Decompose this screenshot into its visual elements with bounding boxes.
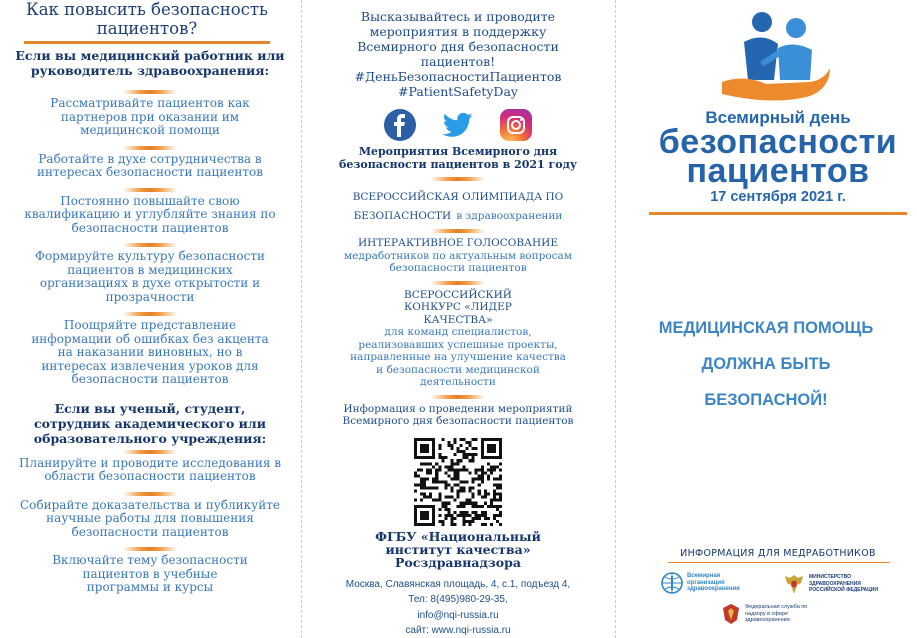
events-info: Информация о проведении мероприятий Всемирного дня безопасности пациентов — [342, 402, 574, 427]
roszdravnadzor-logo-text: Федеральная служба по надзору в сфере здравоохранения — [745, 604, 808, 624]
list-item: Планируйте и проводите исследования в области безопасности пациентов — [19, 455, 281, 483]
who-logo — [661, 572, 747, 594]
event-description: для команд специалистов, реализовавших успешные проекты, направленные на улучшение качества и безопасности медицинской деятельности — [350, 326, 566, 388]
event-description: в здравоохранении — [456, 210, 563, 222]
twitter-icon[interactable] — [442, 109, 474, 141]
world-day-label: Всемирный день — [705, 108, 851, 127]
panel-title: Как повысить безопасность пациентов? — [25, 0, 269, 38]
website-link[interactable]: сайт: www.nqi-russia.ru — [405, 625, 511, 636]
tips-list-academics — [0, 450, 300, 595]
divider-ornament — [123, 146, 177, 150]
event-contest — [302, 289, 614, 389]
who-emblem-icon — [661, 572, 683, 594]
list-item: Собирайте доказательства и публикуйте научные работы для повышения безопасности пациентов — [20, 497, 280, 539]
list-item: Формируйте культуру безопасности пациентов в медицинских организациях в духе открытости и прозрачности — [34, 249, 265, 304]
world-day-big-line2: пациентов — [686, 152, 870, 190]
divider-ornament — [123, 90, 177, 94]
events-title: Мероприятия Всемирного дня безопасности пациентов в 2021 году — [339, 145, 577, 171]
tips-list-medics — [0, 90, 300, 387]
divider-ornament — [431, 177, 485, 181]
intro-text: Высказывайтесь и проводите мероприятия в поддержку Всемирного дня безопасности пациентов! #ДеньБезопасностиПациентов #PatientSafetyDay — [354, 9, 562, 99]
audience-underline — [668, 562, 890, 563]
divider-ornament — [431, 395, 485, 399]
instagram-icon[interactable] — [500, 109, 532, 141]
social-links — [302, 109, 614, 141]
divider-ornament — [123, 450, 177, 454]
event-date: 17 сентября 2021 г. — [710, 189, 846, 205]
title-underline — [649, 212, 907, 215]
world-day-title — [638, 108, 917, 206]
event-title: ВСЕРОССИЙСКАЯ ОЛИМПИАДА ПО БЕЗОПАСНОСТИ — [352, 191, 564, 222]
slogan-line: МЕДИЦИНСКАЯ ПОМОЩЬ — [658, 319, 874, 337]
double-headed-eagle-icon — [783, 572, 805, 596]
section-heading-medics: Если вы медицинский работник или руководитель здравоохранения: — [15, 48, 285, 78]
email-link[interactable]: info@nqi-russia.ru — [417, 609, 499, 621]
list-item: Работайте в духе сотрудничества в интересах безопасности пациентов — [37, 151, 263, 179]
facebook-icon[interactable] — [384, 109, 416, 141]
qr-code[interactable] — [414, 438, 502, 526]
roszdravnadzor-logo — [721, 602, 815, 626]
minzdrav-logo-text: МИНИСТЕРСТВО ЗДРАВООХРАНЕНИЯ РОССИЙСКОЙ ФЕДЕРАЦИИ — [809, 574, 878, 594]
event-title: ИНТЕРАКТИВНОЕ ГОЛОСОВАНИЕ — [358, 237, 558, 249]
event-voting — [302, 237, 614, 275]
list-item: Постоянно повышайте свою квалификацию и углубляйте знания по безопасности пациентов — [24, 193, 276, 235]
list-item: Поощряйте представление информации об ошибках без акцента на наказании виновных, но в интересах извлечения уроков для безопасности пациентов — [31, 318, 269, 386]
event-description: медработников по актуальным вопросам безопасности пациентов — [344, 249, 572, 274]
roszdravnadzor-emblem-icon — [721, 602, 741, 626]
divider-ornament — [123, 188, 177, 192]
divider-ornament — [431, 281, 485, 285]
section-heading-academics: Если вы ученый, студент, сотрудник академического или образовательного учреждения: — [33, 400, 267, 446]
divider-ornament — [123, 547, 177, 551]
panel-tips — [0, 0, 300, 638]
panel-events — [302, 0, 614, 638]
title-divider — [24, 41, 270, 44]
slogan-line: БЕЗОПАСНОЙ! — [704, 391, 828, 409]
patient-safety-logo — [714, 8, 834, 112]
audience-label: ИНФОРМАЦИЯ ДЛЯ МЕДРАБОТНИКОВ — [680, 548, 876, 559]
list-item: Включайте тему безопасности пациентов в учебные программы и курсы — [52, 553, 248, 594]
divider-ornament — [431, 229, 485, 233]
slogan-line: ДОЛЖНА БЫТЬ — [701, 355, 831, 373]
divider-ornament — [123, 492, 177, 496]
who-logo-text: Всемирная организация здравоохранения — [687, 573, 740, 593]
list-item: Рассматривайте пациентов как партнеров при оказании им медицинской помощи — [50, 96, 250, 137]
panel-cover — [616, 0, 917, 638]
phone-text: Тел: 8(495)980-29-35, — [408, 594, 508, 605]
event-olympiad — [302, 185, 614, 223]
event-title: ВСЕРОССИЙСКИЙ КОНКУРС «ЛИДЕР КАЧЕСТВА» — [404, 288, 512, 326]
divider-ornament — [123, 312, 177, 316]
slogan — [616, 310, 916, 418]
world-day-big-line1: безопасности — [658, 123, 898, 161]
divider-ornament — [123, 243, 177, 247]
minzdrav-logo — [783, 572, 889, 596]
contacts-block — [302, 577, 614, 638]
organization-name: ФГБУ «Национальный институт качества» Росздравнадзора — [375, 528, 541, 570]
address-text: Москва, Славянская площадь, 4, с.1, подъезд 4, — [345, 578, 571, 590]
